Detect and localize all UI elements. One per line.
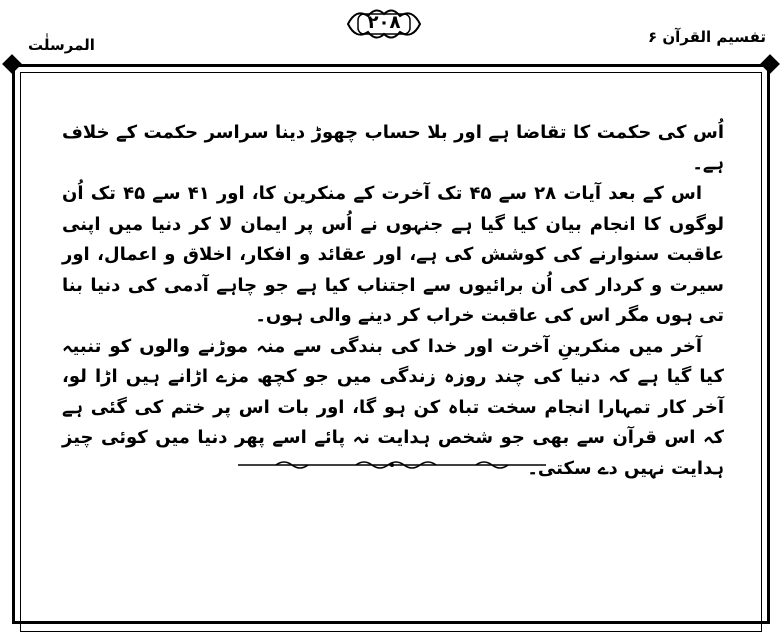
paragraph: آخر میں منکرینِ آخرت اور خدا کی بندگی سے منہ موڑنے والوں کو تنبیہ کیا گیا ہے کہ دنیا کی چند روزہ زندگی میں جو کچھ مزے اڑانے ہیں اڑا لو، آخر کار تمہارا انجام سخت تباہ کن ہو گا، اور بات اس پر ختم کی گئی ہے کہ اس قرآن سے بھی جو شخص ہدایت نہ پائے اسے پھر دنیا میں کوئی چیز ہدایت نہیں دے سکتی۔	[62, 335, 724, 479]
book-title: تفسیم القرآن ۶	[647, 28, 766, 46]
page-body	[62, 118, 724, 484]
surah-name: المرسلٰت	[28, 36, 95, 54]
section-divider-ornament-icon	[236, 458, 548, 472]
paragraph: اُس کی حکمت کا تقاضا ہے اور بلا حساب چھوڑ دینا سراسر حکمت کے خلاف ہے۔	[62, 122, 724, 174]
paragraph: اس کے بعد آیات ۲۸ سے ۴۵ تک آخرت کے منکرین کا، اور ۴۱ سے ۴۵ تک اُن لوگوں کا انجام بیان کیا گیا ہے جنہوں نے اُس پر ایمان لا کر دنیا میں اپنی عاقبت سنوارنے کی کوشش کی ہے، اور عقائد و افکار، اخلاق و اعمال، اور سیرت و کردار کی اُن برائیوں سے اجتناب کیا ہے جو چاہے آدمی کی دنیا بنا تی ہوں مگر اس کی عاقبت خراب کر دینے والی ہوں۔	[62, 183, 724, 326]
page-number: ۲۰۸	[367, 12, 401, 33]
